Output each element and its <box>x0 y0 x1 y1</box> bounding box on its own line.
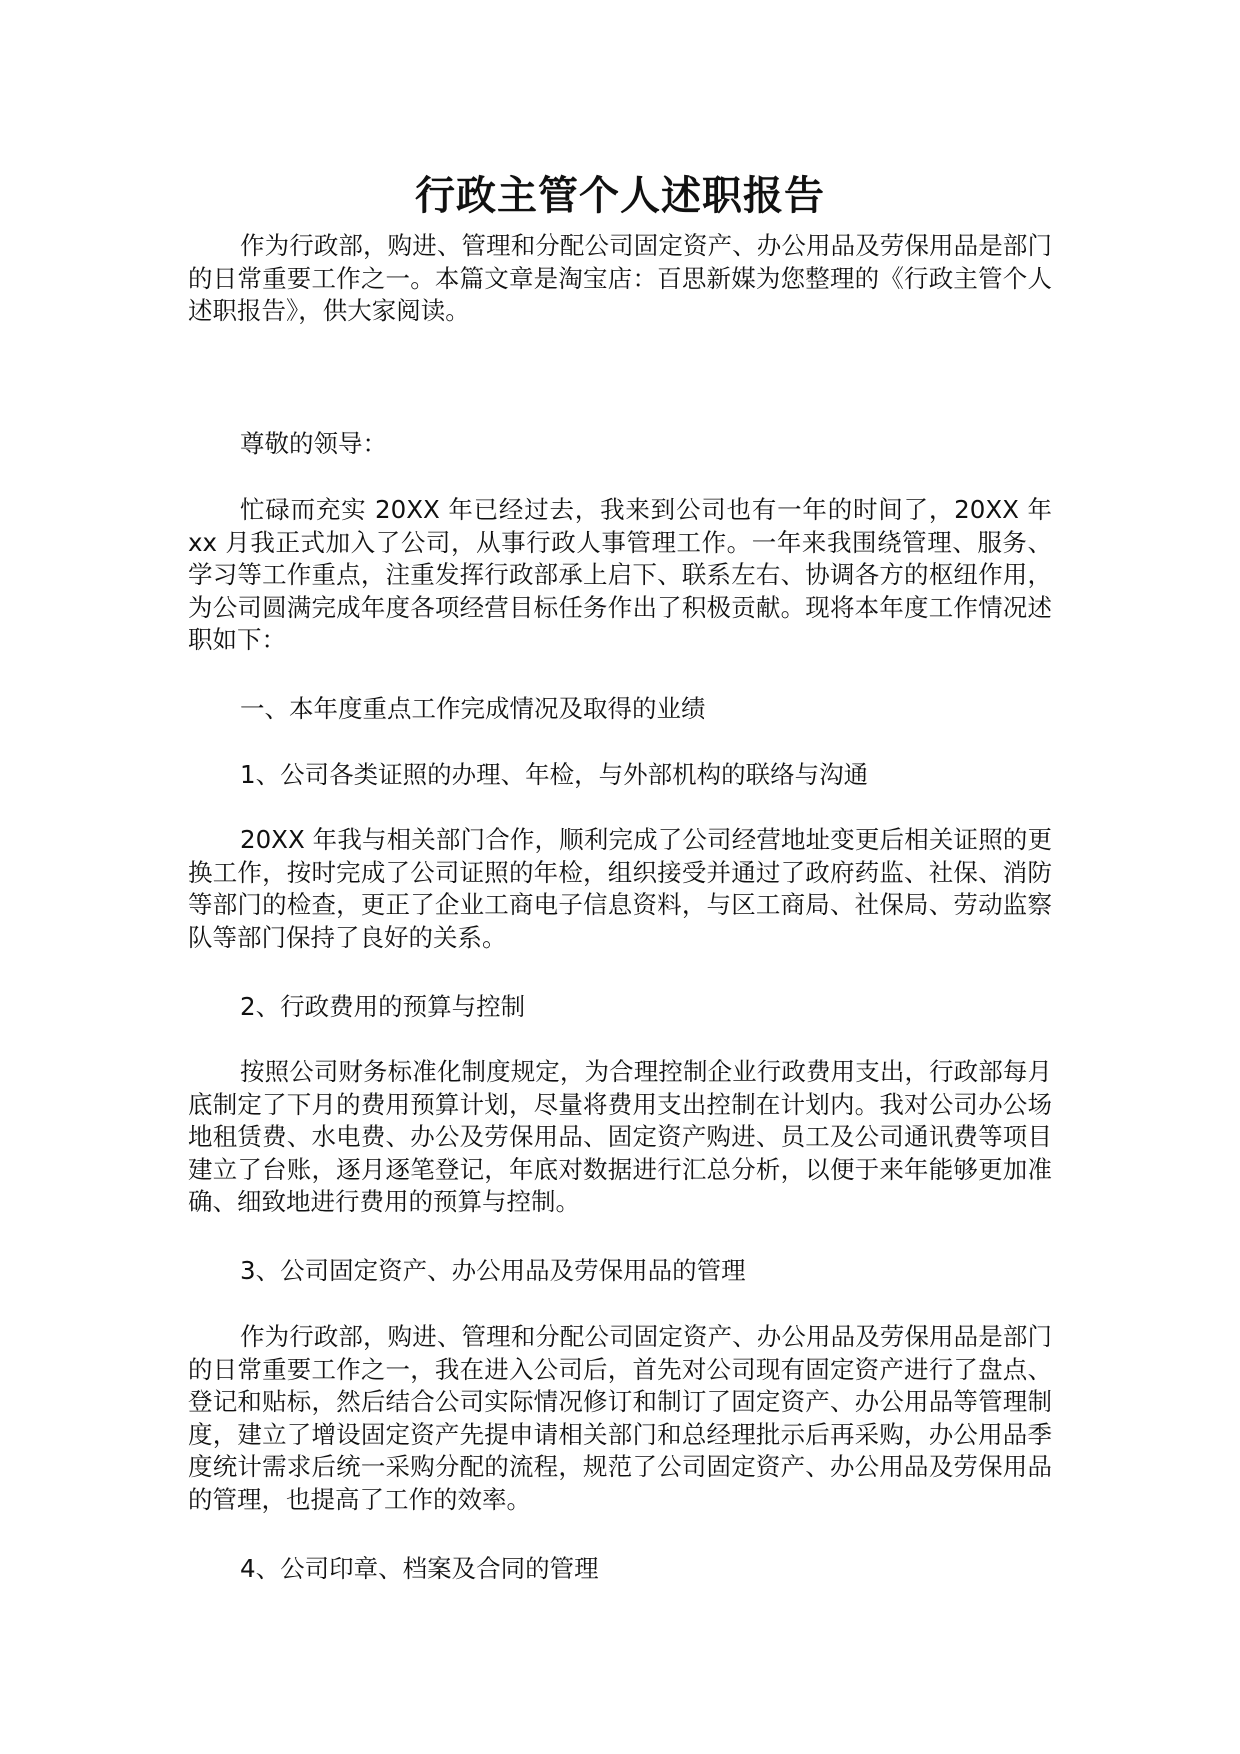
intro-paragraph: 作为行政部，购进、管理和分配公司固定资产、办公用品及劳保用品是部门的日常重要工作之一。本篇文章是淘宝店：百思新媒为您整理的《行政主管个人述职报告》，供大家阅读。 <box>188 231 1052 325</box>
item-3-paragraph: 作为行政部，购进、管理和分配公司固定资产、办公用品及劳保用品是部门的日常重要工作之一，我在进入公司后，首先对公司现有固定资产进行了盘点、登记和贴标，然后结合公司实际情况修订和制订了固定资产、办公用品等管理制度，建立了增设固定资产先提申请相关部门和总经理批示后再采购，办公用品季度统计需求后统一采购分配的流程，规范了公司固定资产、办公用品及劳保用品的管理，也提高了工作的效率。 <box>188 1322 1052 1514</box>
opening-paragraph: 忙碌而充实 20XX 年已经过去，我来到公司也有一年的时间了，20XX 年 xx 月我正式加入了公司，从事行政人事管理工作。一年来我围绕管理、服务、学习等工作重点，注重发挥行政部承上启下、联系左右、协调各方的枢纽作用，为公司圆满完成年度各项经营目标任务作出了积极贡献。现将本年度工作情况述职如下： <box>188 495 1052 654</box>
section-heading: 一、本年度重点工作完成情况及取得的业绩 <box>240 694 706 723</box>
document-title: 行政主管个人述职报告 <box>415 173 825 219</box>
item-2-heading: 2、行政费用的预算与控制 <box>240 992 526 1021</box>
item-2-paragraph: 按照公司财务标准化制度规定，为合理控制企业行政费用支出，行政部每月底制定了下月的费用预算计划，尽量将费用支出控制在计划内。我对公司办公场地租赁费、水电费、办公及劳保用品、固定资产购进、员工及公司通讯费等项目建立了台账，逐月逐笔登记，年底对数据进行汇总分析，以便于来年能够更加准确、细致地进行费用的预算与控制。 <box>188 1057 1052 1216</box>
greeting: 尊敬的领导： <box>240 429 387 458</box>
item-4-heading: 4、公司印章、档案及合同的管理 <box>240 1554 599 1583</box>
item-1-paragraph: 20XX 年我与相关部门合作，顺利完成了公司经营地址变更后相关证照的更换工作，按时完成了公司证照的年检，组织接受并通过了政府药监、社保、消防等部门的检查，更正了企业工商电子信息资料，与区工商局、社保局、劳动监察队等部门保持了良好的关系。 <box>188 825 1052 952</box>
item-1-heading: 1、公司各类证照的办理、年检，与外部机构的联络与沟通 <box>240 760 869 789</box>
item-3-heading: 3、公司固定资产、办公用品及劳保用品的管理 <box>240 1256 746 1285</box>
